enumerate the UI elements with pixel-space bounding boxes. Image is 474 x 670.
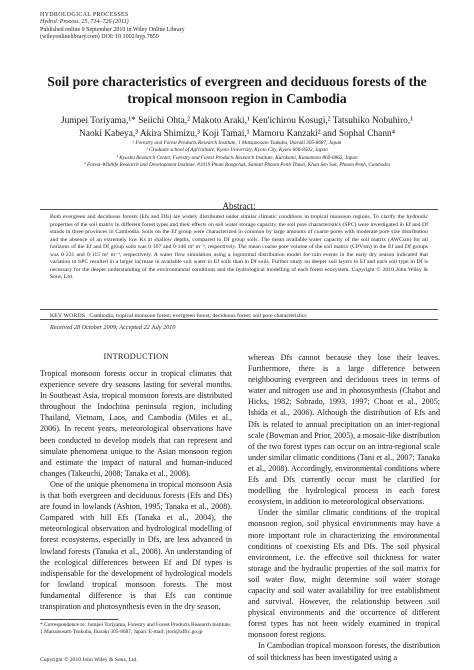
paragraph: In Cambodian tropical monsoon forests, the distribution of soil thickness has been investigated using a [248,641,440,662]
affiliation-2: ² Graduate school of Agriculture, Kyoto University, Kyoto City, Kyoto 606-8502, Japan [146,147,328,154]
affiliation-3: ³ Kyushu Research Center, Forestry and Forest Products Research Institute, Kurokami, Kumamoto 860-0862, Japan [116,154,358,161]
paper-title: Soil pore characteristics of evergreen and deciduous forests of the tropical monsoon region in Cambodia [47,74,427,106]
author-list [30,115,444,141]
divider [40,309,438,310]
divider [40,209,438,210]
keywords-label: KEY WORDS [50,313,86,319]
abstract-text: Both evergreen and deciduous forests (Efs and Dfs) are widely distributed under similar climatic conditions in tropical monsoon regions. To clarify the hydraulic properties of the soil matrix in different forest types and their effects on soil water storage capacity, the soil pore characteristics (SPC) were investigated in Ef and Df stands in three provinces in Cambodia. Soils on the Ef group were characterized in common by large amounts of coarse pores with moderate pore size distribution and the absence of an extremely low Ks at shallow depths, compared to Df group soils. The mean available water capacity of the soil matrix (AWCsm) for all horizons of the Ef and Df group soils was 0·107 and 0·146 m³ m⁻³, respectively. The mean coarse pore volume of the soil matrix (CPVsm) in the Ef and Df groups was 0·231 and 0·115 m³ m⁻³, respectively. A water flow simulation using a lognormal distribution model for rain events in the early dry season indicated that variation in SPC resulted in a larger increase in available soil water in Ef soils than in Df soils. Further study on deeper soil layers in Ef and each soil type in Df is necessary for the deeper understanding of the environmental conditions and the hydrological modelling of each forest ecosystem. Copyright © 2010 John Wiley & Sons, Ltd. [50,214,428,281]
authors-line-1: Jumpei Toriyama,¹* Seiichi Ohta,² Makoto Araki,¹ Ken'ichirou Kosugi,² Tatsuhiko Nobuhiro,¹ [60,116,414,126]
journal-header [40,12,185,42]
authors-line-2: Naoki Kabeya,³ Akira Shimizu,³ Koji Tamai,¹ Mamoru Kanzaki² and Sophal Chann⁴ [79,129,395,139]
divider [40,319,438,320]
right-column [248,352,440,663]
journal-doi[interactable]: (wileyonlinelibrary.com) DOI: 10.1002/hyp.7859 [40,34,159,41]
affiliation-1: ¹ Forestry and Forest Products Research Institute, 1 Matsunosato Tsukuba, Ibaraki 305-8687, Japan [132,140,342,146]
affiliation-4: ⁴ Forest-Wildlife Research and Development Institute, #1019 Phum Rongchak, Sanlatt Phnom Penh Thmei, Khan Sen Sok, Phnom Penh, Cambodia [83,161,391,168]
correspondence-footnote: * Correspondence to: Jumpei Toriyama, Forestry and Forest Products Research Institute, 1 Matsunosato Tsukuba, Ibaraki 305-8687, Japan. E-mail: jtori@affrc.go.jp [40,622,232,636]
received-dates: Received 28 October 2009; Accepted 22 July 2010 [50,324,176,331]
abstract-heading: Abstract: [222,201,256,211]
journal-published: Published online 9 September 2010 in Wiley Online Library [40,26,185,33]
keywords-list: Cambodia; tropical monsoon forest; evergreen forest; deciduous forest; soil pore characteristics [89,313,307,319]
journal-citation: Hydrol. Process. 25, 714–726 (2011) [40,19,129,26]
left-column [40,368,232,612]
paragraph: Under the similar climatic conditions of the tropical monsoon region, soil physical environments may have a more important role in characterizing the environmental conditions of coexisting Efs and Dfs. The soil physical environment, i.e. the effective soil thickness for water storage and the hydraulic properties of the soil matrix for soil water flow, might determine soil water storage capacity and soil water availability for tree establishment and survival. However, the relationship between soil physical environments and the occurrence of different forest types has not been widely examined in tropical monsoon forest regions. [248,508,440,640]
paragraph: Tropical monsoon forests occur in tropical climates that experience severe dry seasons lasting for several months. In Southeast Asia, tropical monsoon forests are distributed throughout the Indochina peninsula region, including Thailand, Vietnam, Laos, and Cambodia (Miles et al., 2006). In recent years, meteorological observations have been conducted to develop models that can represent and simulate phenomena unique to the Asian monsoon region and estimate the impact of natural and human-induced changes (Takeuchi, 2008; Tanaka et al., 2008). [40,369,232,478]
journal-name: HYDROLOGICAL PROCESSES [40,12,129,18]
affiliations [30,140,444,169]
introduction-heading: INTRODUCTION [103,352,169,361]
copyright-notice: Copyright © 2010 John Wiley & Sons, Ltd. [40,657,138,663]
paragraph: whereas Dfs cannot because they lose their leaves. Furthermore, there is a large difference between neighbouring evergreen and deciduous trees in terms of water and nitrogen use and in photosynthesis (Chabot and Hicks, 1982; Sobrado, 1993, 1997; Choat et al., 2005; Ishida et al., 2006). Although the distribution of Efs and Dfs is related to annual precipitation on an inter-regional scale (Bowman and Prior, 2005), a mosaic-like distribution of the two forest types can occur on an intra-regional scale under similar climatic conditions (Tani et al., 2007; Tanaka et al., 2008). Accordingly, environmental conditions where Efs and Dfs currently occur must be clarified for modelling the hydrological process in each forest ecosystem, in addition to meteorological observations. [248,353,440,507]
footnote-divider [40,619,118,620]
paragraph: One of the unique phenomena in tropical monsoon Asia is that both evergreen and deciduous forests (Efs and Dfs) are found in lowlands (Ashton, 1995; Tanaka et al., 2008). Compared with hill Efs (Tanaka et al., 2004), the meteorological observation and hydrological modelling of forest ecosystems, especially in Dfs, are less advanced in lowland forests (Tanaka et al., 2008). An understanding of the ecological differences between Ef and Df types is indispensable for the development of hydrological models for lowland tropical monsoon forests. The most fundamental difference is that Efs can continue transpiration and photosynthesis even in the dry season, [40,479,232,611]
